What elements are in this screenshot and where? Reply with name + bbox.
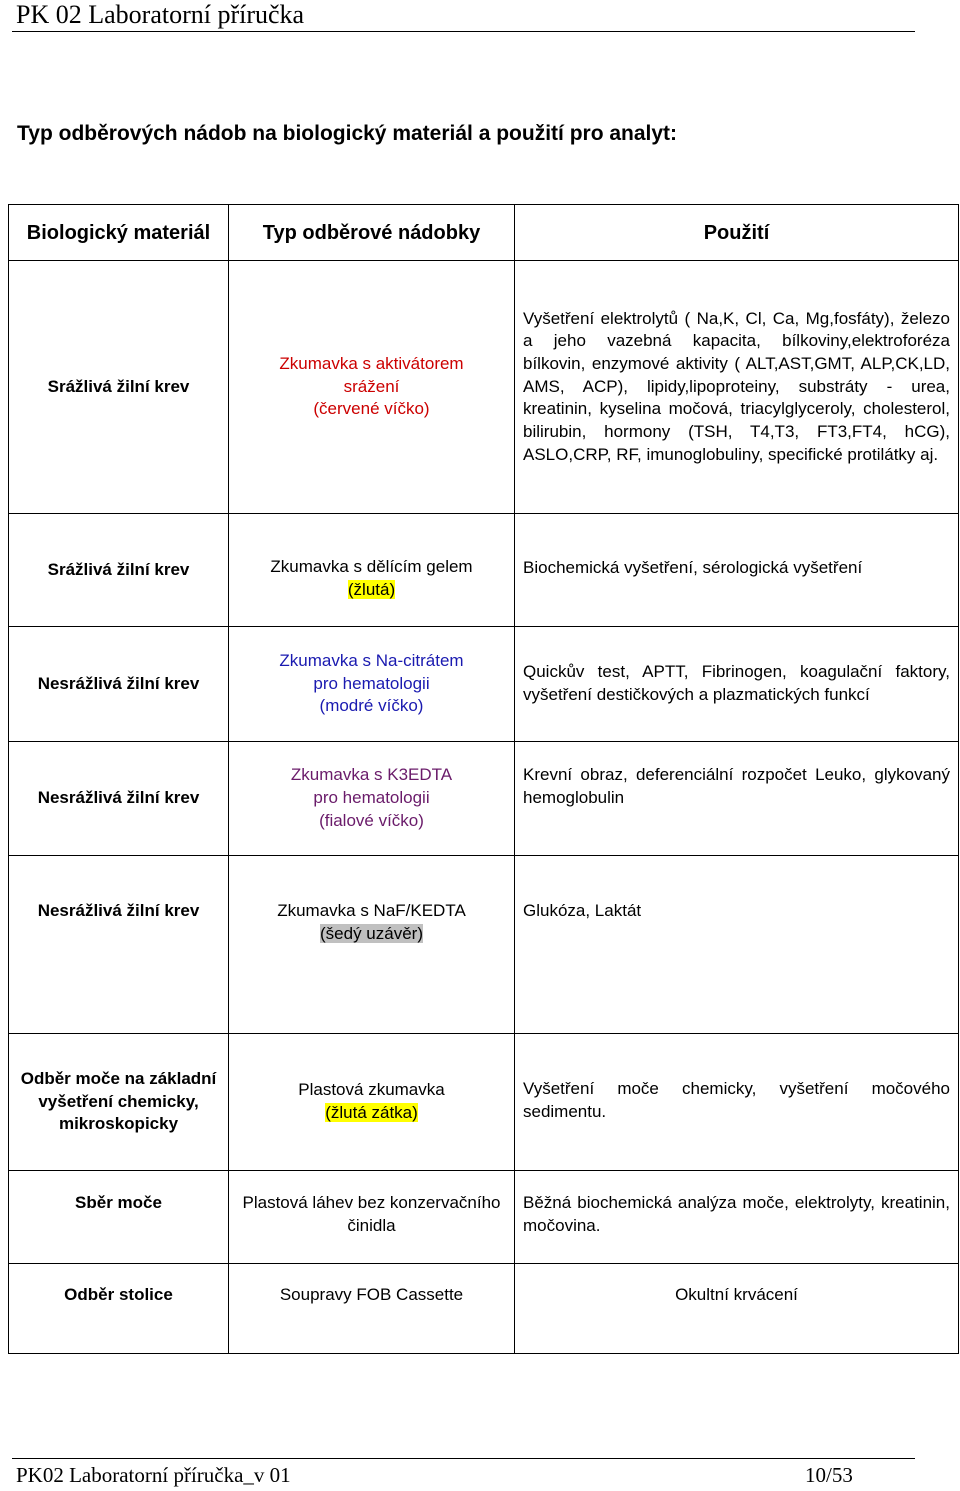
material-cell: Srážlivá žilní krev [9, 514, 229, 627]
table-row [9, 514, 959, 627]
use-cell: Quickův test, APTT, Fibrinogen, koagulační faktory, vyšetření destičkových a plazmatických funkcí [515, 627, 959, 742]
table-row [9, 1171, 959, 1264]
footer-document-name: PK02 Laboratorní příručka_v 01 [16, 1463, 291, 1487]
table-header-row [9, 205, 959, 261]
tube-cell [229, 514, 515, 627]
column-header-use: Použití [515, 205, 959, 261]
column-header-material: Biologický materiál [9, 205, 229, 261]
tube-line: Zkumavka s dělícím gelem [270, 557, 473, 576]
material-cell: Nesrážlivá žilní krev [9, 627, 229, 742]
material-cell: Odběr stolice [9, 1264, 229, 1354]
tube-cell [229, 627, 515, 742]
tube-line: srážení [343, 376, 400, 396]
use-cell: Vyšetření moče chemicky, vyšetření močového sedimentu. [515, 1034, 959, 1171]
table-row [9, 627, 959, 742]
table-row [9, 1264, 959, 1354]
page-number: 10/53 [805, 1463, 853, 1487]
document-title: PK 02 Laboratorní příručka [16, 0, 305, 29]
tube-cell [229, 742, 515, 856]
use-cell: Biochemická vyšetření, sérologická vyšetření [515, 514, 959, 627]
tube-line: Zkumavka s NaF/KEDTA [277, 901, 466, 920]
tube-cell [229, 1034, 515, 1171]
use-cell: Glukóza, Laktát [515, 856, 959, 1034]
material-cell: Odběr moče na základní vyšetření chemicky, mikroskopicky [9, 1034, 229, 1171]
tube-line: (žlutá zátka) [325, 1103, 418, 1122]
material-cell: Nesrážlivá žilní krev [9, 742, 229, 856]
tube-cell: Plastová láhev bez konzervačního činidla [229, 1171, 515, 1264]
tube-cell [229, 856, 515, 1034]
tube-cell [229, 261, 515, 514]
tube-line: pro hematologii [313, 673, 430, 693]
table-row [9, 261, 959, 514]
page-header [12, 0, 915, 32]
specimen-table [8, 204, 959, 1354]
section-heading: Typ odběrových nádob na biologický materiál a použití pro analyt: [17, 122, 678, 145]
tube-line: Plastová zkumavka [298, 1080, 445, 1100]
use-cell: Okultní krvácení [515, 1264, 959, 1354]
use-cell: Vyšetření elektrolytů ( Na,K, Cl, Ca, Mg,fosfáty), železo a jeho vazebná kapacita, bílkoviny,elektroforéza bílkovin, enzymové aktivity ( ALT,AST,GMT, ALP,CK,LD, AMS, ACP), lipidy,lipoproteiny, substráty - urea, kreatinin, kyselina močová, triacylglyceroly, cholesterol, bilirubin, hormony (TSH, T4,T3, FT3,FT4, hCG), ASLO,CRP, RF, imunoglobuliny, specifické protilátky aj. [515, 261, 959, 514]
tube-line: Zkumavka s aktivátorem [279, 353, 464, 373]
material-cell: Nesrážlivá žilní krev [9, 856, 229, 1034]
tube-line: (modré víčko) [319, 696, 424, 716]
use-cell: Krevní obraz, deferenciální rozpočet Leuko, glykovaný hemoglobulin [515, 742, 959, 856]
table-row [9, 1034, 959, 1171]
tube-line: (žlutá) [347, 579, 396, 599]
material-cell: Srážlivá žilní krev [9, 261, 229, 514]
tube-line: (fialové víčko) [319, 810, 424, 830]
tube-line: (červené víčko) [313, 399, 430, 419]
tube-cell: Soupravy FOB Cassette [229, 1264, 515, 1354]
tube-line: Zkumavka s Na-citrátem [279, 650, 464, 670]
column-header-tube: Typ odběrové nádobky [229, 205, 515, 261]
page-footer [12, 1458, 915, 1487]
tube-line: Zkumavka s K3EDTA [290, 765, 453, 785]
tube-line: (šedý uzávěr) [320, 923, 423, 943]
table-row [9, 742, 959, 856]
table-row [9, 856, 959, 1034]
tube-line: pro hematologii [313, 788, 430, 808]
use-cell: Běžná biochemická analýza moče, elektrolyty, kreatinin, močovina. [515, 1171, 959, 1264]
material-cell: Sběr moče [9, 1171, 229, 1264]
